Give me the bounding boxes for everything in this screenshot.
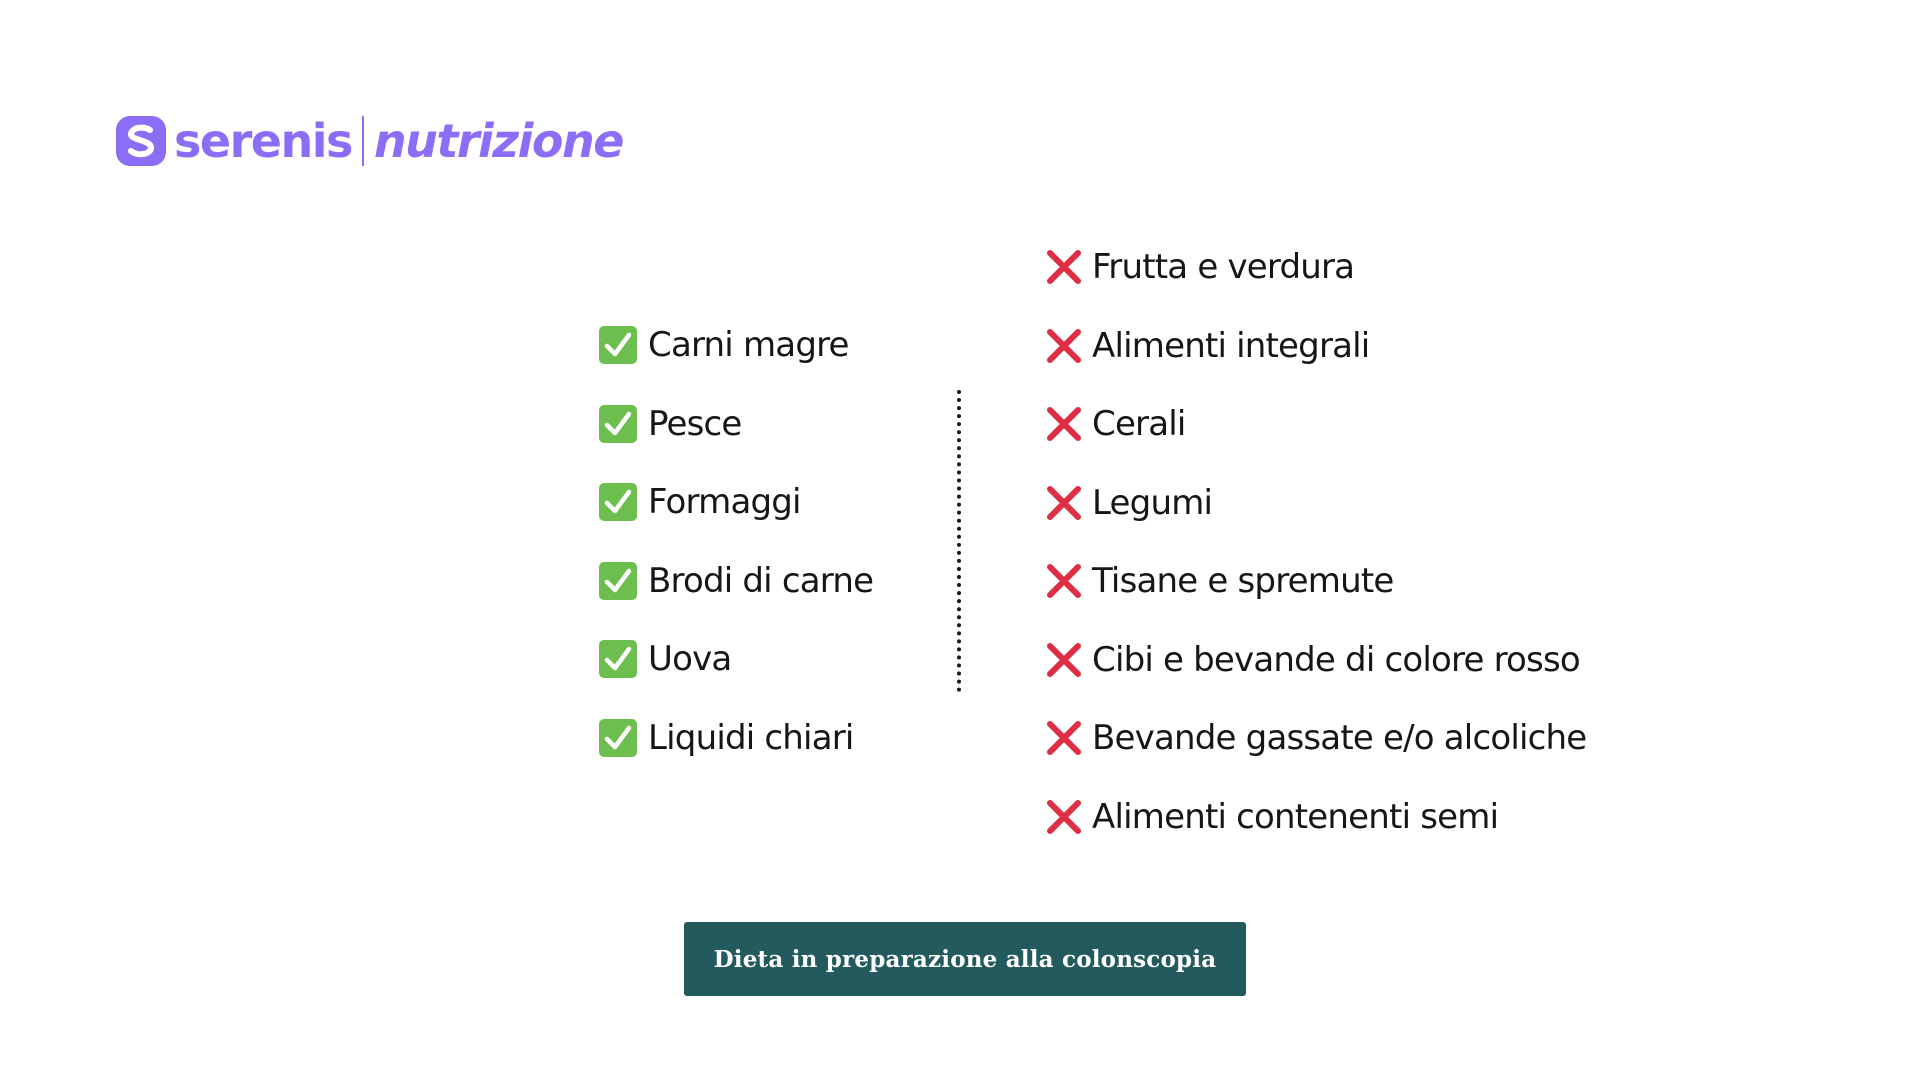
not-allowed-item <box>1044 699 1586 778</box>
allowed-item <box>598 542 873 621</box>
check-mark-button-icon <box>598 561 638 601</box>
diet-caption-button[interactable]: Dieta in preparazione alla colonscopia <box>684 922 1246 996</box>
check-mark-button-icon <box>598 639 638 679</box>
allowed-item-label: Uova <box>648 639 732 680</box>
not-allowed-item <box>1044 778 1586 857</box>
cross-mark-icon <box>1044 247 1084 287</box>
allowed-item-label: Liquidi chiari <box>648 717 854 758</box>
cross-mark-icon <box>1044 561 1084 601</box>
cross-mark-icon <box>1044 718 1084 758</box>
logo-brand-text: serenis <box>174 114 352 168</box>
serenis-s-logo-icon <box>116 116 166 166</box>
allowed-item <box>598 463 873 542</box>
not-allowed-item-label: Tisane e spremute <box>1092 561 1394 602</box>
allowed-item <box>598 385 873 464</box>
allowed-foods-list <box>598 306 873 777</box>
check-mark-button-icon <box>598 718 638 758</box>
not-allowed-item-label: Cerali <box>1092 404 1186 445</box>
allowed-item-label: Carni magre <box>648 325 849 366</box>
not-allowed-item-label: Legumi <box>1092 482 1213 523</box>
check-mark-button-icon <box>598 325 638 365</box>
allowed-item-label: Brodi di carne <box>648 560 874 601</box>
not-allowed-foods-list <box>1044 228 1586 856</box>
cross-mark-icon <box>1044 483 1084 523</box>
allowed-item-label: Pesce <box>648 403 742 444</box>
check-mark-button-icon <box>598 482 638 522</box>
not-allowed-item-label: Frutta e verdura <box>1092 247 1355 288</box>
brand-logo <box>116 113 623 169</box>
cross-mark-icon <box>1044 326 1084 366</box>
allowed-item <box>598 699 873 778</box>
logo-separator <box>362 116 364 166</box>
cross-mark-icon <box>1044 404 1084 444</box>
dotted-divider <box>957 390 961 692</box>
allowed-item-label: Formaggi <box>648 482 801 523</box>
check-mark-button-icon <box>598 404 638 444</box>
not-allowed-item <box>1044 385 1586 464</box>
not-allowed-item <box>1044 228 1586 307</box>
allowed-item <box>598 620 873 699</box>
cross-mark-icon <box>1044 797 1084 837</box>
not-allowed-item-label: Alimenti integrali <box>1092 325 1370 366</box>
not-allowed-item <box>1044 542 1586 621</box>
not-allowed-item-label: Bevande gassate e/o alcoliche <box>1092 718 1587 759</box>
not-allowed-item <box>1044 464 1586 543</box>
allowed-item <box>598 306 873 385</box>
not-allowed-item <box>1044 621 1586 700</box>
not-allowed-item-label: Alimenti contenenti semi <box>1092 796 1499 837</box>
logo-sub-text: nutrizione <box>373 114 623 168</box>
not-allowed-item <box>1044 307 1586 386</box>
not-allowed-item-label: Cibi e bevande di colore rosso <box>1092 639 1580 680</box>
cross-mark-icon <box>1044 640 1084 680</box>
